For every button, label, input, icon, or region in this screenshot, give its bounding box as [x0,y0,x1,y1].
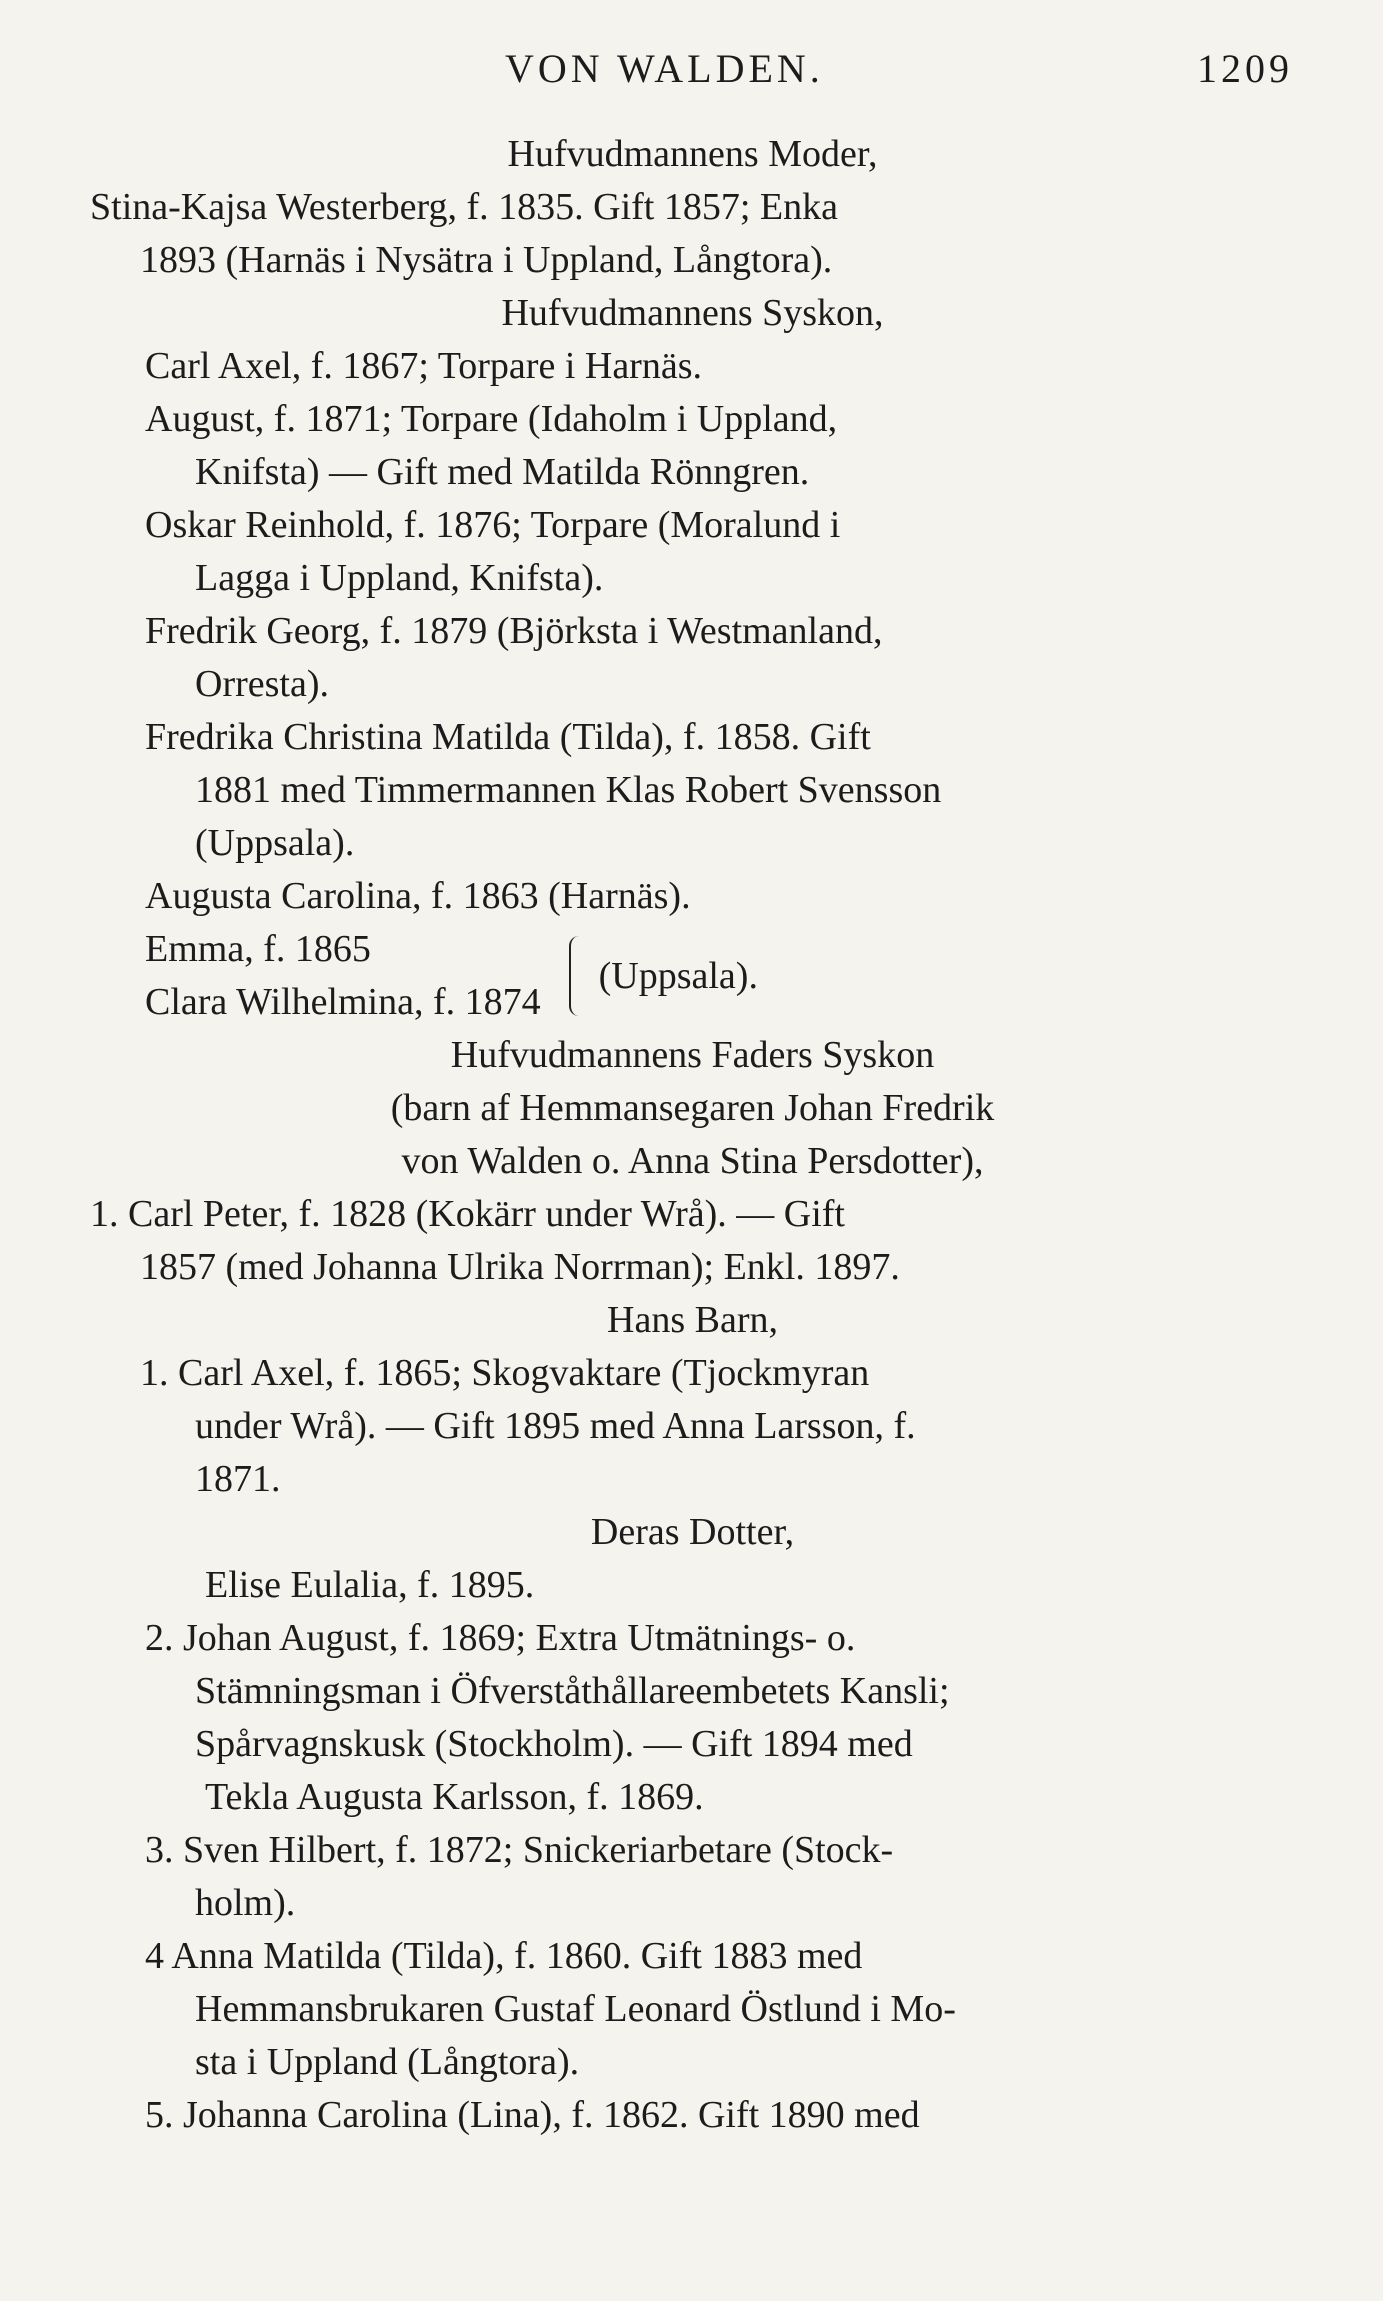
brace-place: (Uppsala). [598,955,758,997]
text-line: 4 Anna Matilda (Tilda), f. 1860. Gift 1883 med [145,1935,863,1977]
brace-mark [569,936,585,1016]
text-line: Clara Wilhelmina, f. 1874 [145,981,541,1023]
section-heading: von Walden o. Anna Stina Persdotter), [401,1140,984,1182]
text-line: 1893 (Harnäs i Nysätra i Uppland, Långtora). [140,239,833,281]
text-line: Oskar Reinhold, f. 1876; Torpare (Moralund i [145,504,841,546]
text-line: under Wrå). — Gift 1895 med Anna Larsson, f. [195,1405,916,1447]
genealogy-text [90,128,1295,2142]
text-line: Augusta Carolina, f. 1863 (Harnäs). [145,875,691,917]
text-line: Tekla Augusta Karlsson, f. 1869. [205,1776,704,1818]
text-line: 1871. [195,1458,281,1500]
text-line: 1881 med Timmermannen Klas Robert Svensson [195,769,942,811]
text-line: 2. Johan August, f. 1869; Extra Utmätnings- o. [145,1617,856,1659]
text-line: Spårvagnskusk (Stockholm). — Gift 1894 med [195,1723,913,1765]
text-line: Orresta). [195,663,329,705]
text-line: sta i Uppland (Långtora). [195,2041,580,2083]
brace-names [145,923,541,1029]
text-line: 1. Carl Peter, f. 1828 (Kokärr under Wrå). — Gift [90,1193,845,1235]
text-line: Lagga i Uppland, Knifsta). [195,557,604,599]
text-line: Elise Eulalia, f. 1895. [205,1564,535,1606]
running-title: VON WALDEN. [505,45,824,91]
text-line: Carl Axel, f. 1867; Torpare i Harnäs. [145,345,702,387]
running-header [140,38,1293,98]
text-line: 1857 (med Johanna Ulrika Norrman); Enkl. 1897. [140,1246,900,1288]
text-line: Emma, f. 1865 [145,928,371,970]
brace-group [90,923,1295,1029]
page-number: 1209 [1197,45,1293,91]
text-line: Stina-Kajsa Westerberg, f. 1835. Gift 1857; Enka [90,186,838,228]
text-line: Knifsta) — Gift med Matilda Rönngren. [195,451,810,493]
section-heading: Hufvudmannens Moder, [507,133,878,175]
text-line: holm). [195,1882,296,1924]
text-line: 1. Carl Axel, f. 1865; Skogvaktare (Tjockmyran [140,1352,870,1394]
text-line: Stämningsman i Öfverståthållareembetets Kansli; [195,1670,950,1712]
section-heading: Deras Dotter, [590,1511,795,1553]
section-heading: Hufvudmannens Syskon, [501,292,884,334]
text-line: (Uppsala). [195,822,355,864]
section-heading: Hans Barn, [607,1299,778,1341]
text-line: 3. Sven Hilbert, f. 1872; Snickeriarbetare (Stock- [145,1829,894,1871]
text-line: 5. Johanna Carolina (Lina), f. 1862. Gift 1890 med [145,2094,920,2136]
text-line: Fredrik Georg, f. 1879 (Björksta i Westmanland, [145,610,883,652]
text-line: Hemmansbrukaren Gustaf Leonard Östlund i Mo- [195,1988,956,2030]
text-line: Fredrika Christina Matilda (Tilda), f. 1858. Gift [145,716,871,758]
section-heading: (barn af Hemmansegaren Johan Fredrik [390,1087,995,1129]
text-line: August, f. 1871; Torpare (Idaholm i Uppland, [145,398,838,440]
section-heading: Hufvudmannens Faders Syskon [450,1034,935,1076]
